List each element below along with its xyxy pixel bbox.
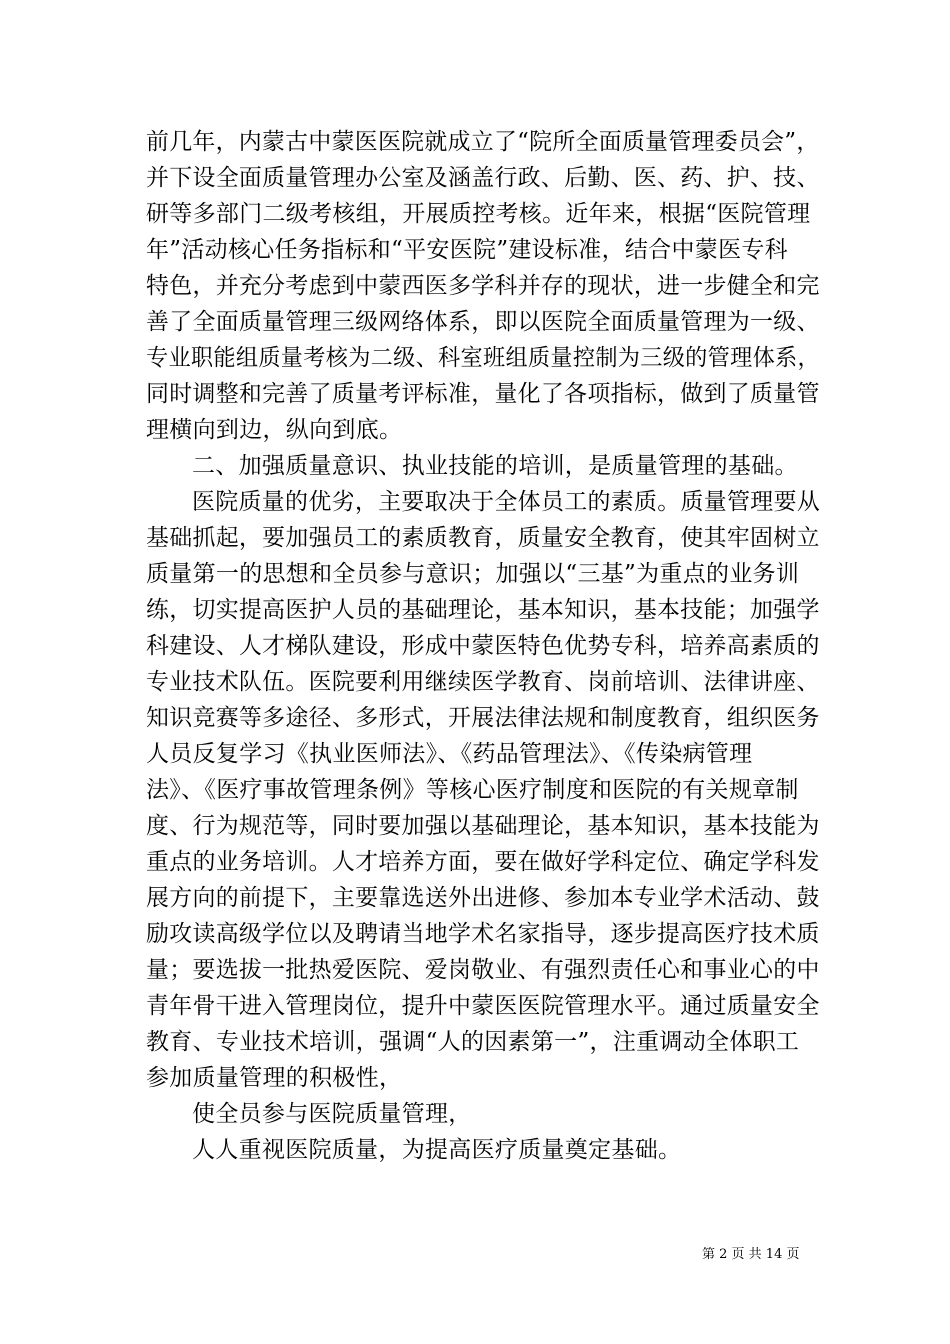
body-line: 教育、专业技术培训，强调“人的因素第一”，注重调动全体职工	[146, 1029, 800, 1055]
body-line: 研等多部门二级考核组，开展质控考核。近年来，根据“医院管理	[146, 201, 811, 227]
body-line: 知识竞赛等多途径、多形式，开展法律法规和制度教育，组织医务	[146, 705, 820, 731]
body-line: 特色，并充分考虑到中蒙西医多学科并存的现状，进一步健全和完	[146, 273, 820, 299]
body-line: 重点的业务培训。人才培养方面，要在做好学科定位、确定学科发	[146, 849, 820, 875]
body-line: 基础抓起，要加强员工的素质教育，质量安全教育，使其牢固树立	[146, 525, 820, 551]
body-line: 专业技术队伍。医院要利用继续医学教育、岗前培训、法律讲座、	[146, 669, 820, 695]
paragraph-first-line: 医院质量的优劣，主要取决于全体员工的素质。质量管理要从	[192, 489, 821, 515]
body-line: 并下设全面质量管理办公室及涵盖行政、后勤、医、药、护、技、	[146, 165, 820, 191]
body-line: 年”活动核心任务指标和“平安医院”建设标准，结合中蒙医专科	[146, 237, 788, 263]
body-line: 参加质量管理的积极性，	[146, 1065, 403, 1091]
section-heading: 二、加强质量意识、执业技能的培训，是质量管理的基础。	[192, 453, 798, 479]
body-line: 科建设、人才梯队建设，形成中蒙医特色优势专科，培养高素质的	[146, 633, 820, 659]
body-line: 励攻读高级学位以及聘请当地学术名家指导，逐步提高医疗技术质	[146, 921, 820, 947]
body-line: 人员反复学习《执业医师法》、《药品管理法》、《传染病管理	[146, 741, 753, 767]
body-line: 量；要选拔一批热爱医院、爱岗敬业、有强烈责任心和事业心的中	[146, 957, 820, 983]
body-line: 法》、《医疗事故管理条例》等核心医疗制度和医院的有关规章制	[146, 777, 799, 803]
body-line: 专业职能组质量考核为二级、科室班组质量控制为三级的管理体系，	[146, 345, 820, 371]
body-line: 练，切实提高医护人员的基础理论，基本知识，基本技能；加强学	[146, 597, 820, 623]
body-line: 度、行为规范等，同时要加强以基础理论，基本知识，基本技能为	[146, 813, 820, 839]
body-line: 理横向到边，纵向到底。	[146, 417, 403, 443]
body-line: 同时调整和完善了质量考评标准，量化了各项指标，做到了质量管	[146, 381, 820, 407]
body-line: 前几年，内蒙古中蒙医医院就成立了“院所全面质量管理委员会”，	[146, 129, 820, 155]
paragraph-line: 使全员参与医院质量管理，	[192, 1101, 472, 1127]
body-line: 善了全面质量管理三级网络体系，即以医院全面质量管理为一级、	[146, 309, 820, 335]
paragraph-line: 人人重视医院质量，为提高医疗质量奠定基础。	[192, 1137, 682, 1163]
page-number-footer: 第 2 页 共 14 页	[702, 1247, 800, 1262]
body-line: 质量第一的思想和全员参与意识；加强以“三基”为重点的业务训	[146, 561, 800, 587]
body-line: 展方向的前提下，主要靠选送外出进修、参加本专业学术活动、鼓	[146, 885, 820, 911]
body-line: 青年骨干进入管理岗位，提升中蒙医医院管理水平。通过质量安全	[146, 993, 820, 1019]
